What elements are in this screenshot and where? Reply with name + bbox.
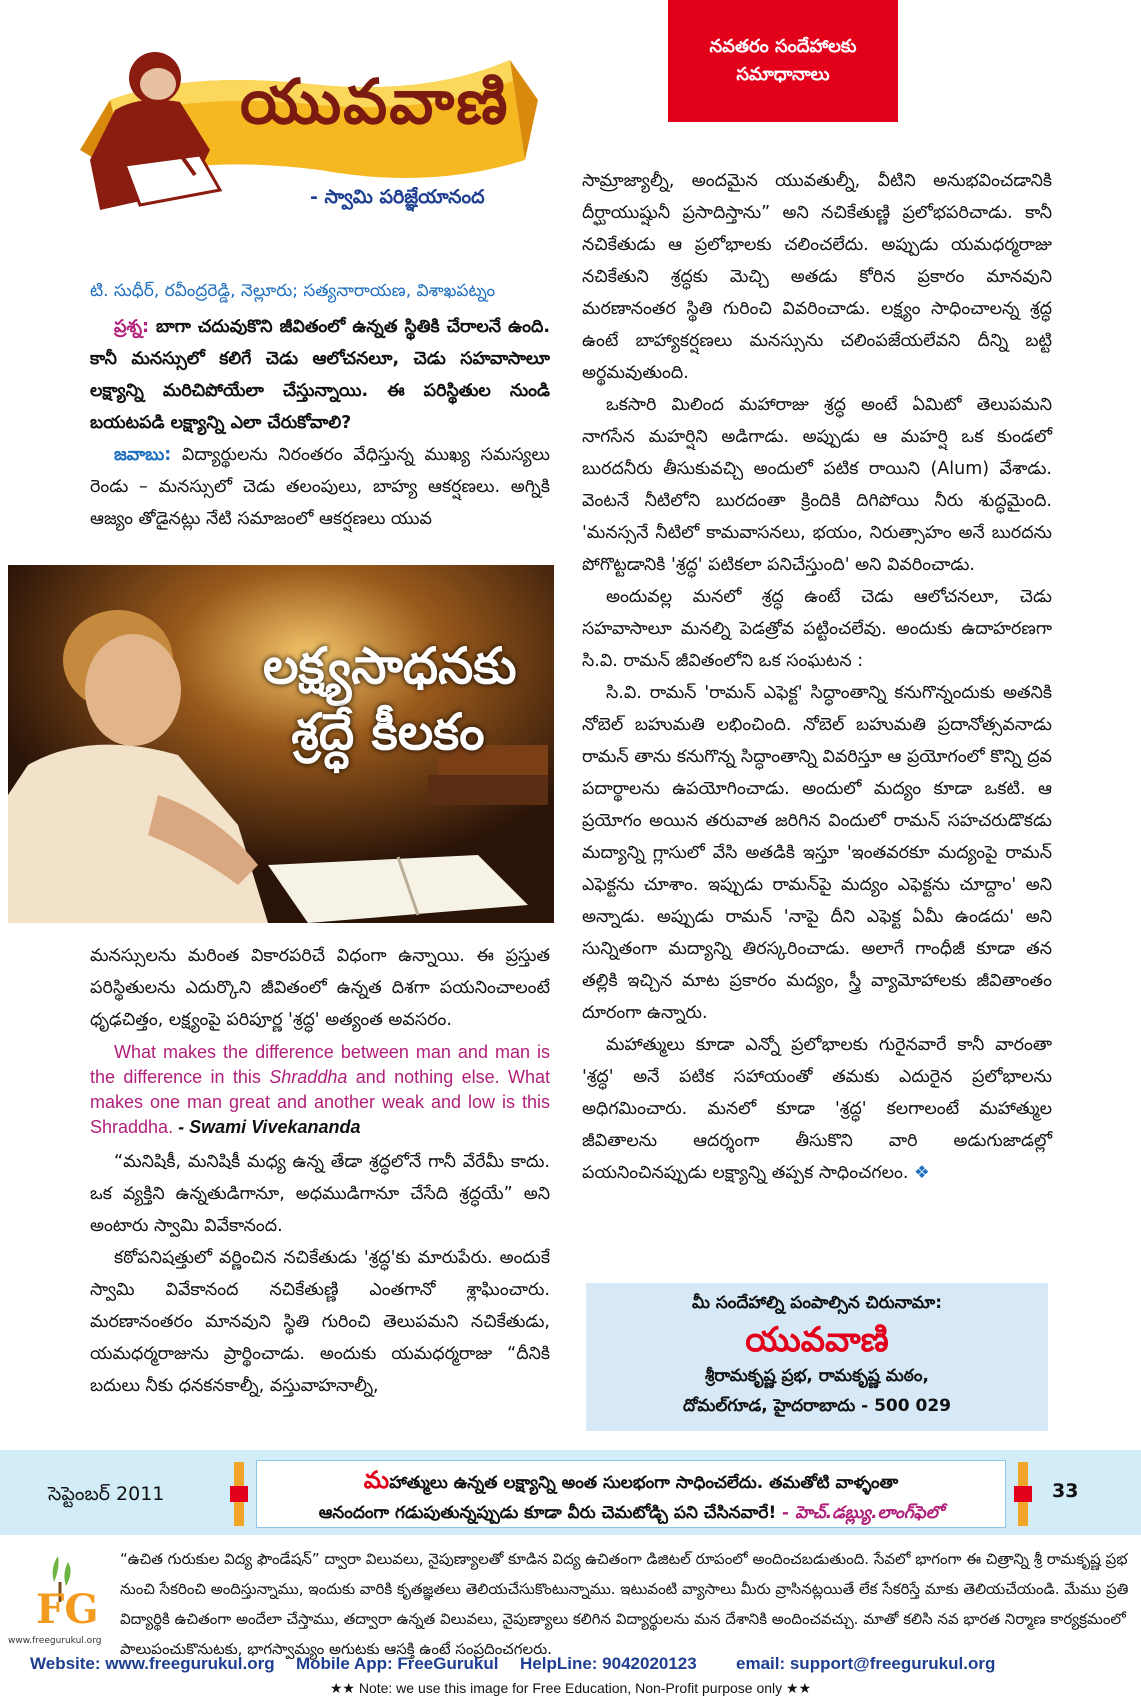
non-profit-note: ★★ Note: we use this image for Free Education, Non-Profit purpose only ★★ (329, 1680, 812, 1696)
website-link[interactable]: Website: www.freegurukul.org (30, 1654, 275, 1673)
continuation-paragraph: మనస్సులను మరింత వికారపరిచే విధంగా ఉన్నాయి. ఈ ప్రస్తుత పరిస్థితులను ఎదుర్కొని జీవితంలో ఉన్నత దిశగా పయనించాలంటే ధృఢచిత్తం, లక్ష్యంపై పరిపూర్ణ 'శ్రద్ధ' అత్యంత అవసరం. (90, 946, 550, 1030)
freegurukul-logo (8, 1548, 108, 1652)
logo-url: www.freegurukul.org (8, 1636, 102, 1646)
quote-line2: ఆనందంగా గడుపుతున్నప్పుడు కూడా వీరు చెమటోడ్చి పని చేసినవారే! (318, 1503, 777, 1523)
right-paragraph-5: మహాత్ములు కూడా ఎన్నో ప్రలోభాలకు గురైనవారే కానీ వారంతా 'శ్రద్ధ' అనే పటిక సహాయంతో తమకు ఎదురైన ప్రలోభాలను అధిగమించారు. మనలో కూడా 'శ్రద్ధ' కలగాలంటే మహాత్ముల జీవితాలను ఆదర్శంగా తీసుకొని వారి అడుగుజాడల్లో పయనించినప్పుడు లక్ష్యాన్ని తప్పక సాధించగలం. (582, 1035, 1052, 1183)
mobile-app-link[interactable]: Mobile App: FreeGurukul (296, 1654, 499, 1673)
address-line2: దోమల్‌గూడ, హైదరాబాదు - 500 029 (682, 1396, 951, 1416)
logo-title: యువవాణి (240, 65, 510, 138)
left-column-top (90, 275, 550, 535)
email-link[interactable]: email: support@freegurukul.org (736, 1654, 996, 1673)
left-column-bottom (90, 940, 550, 1402)
quote-first-letter: మ (363, 1466, 390, 1494)
ornament-left-icon (226, 1462, 252, 1526)
quote-part2: and nothing else. What makes one man great and another weak and low is this Shraddha. (90, 1067, 550, 1137)
quote-line1: హాత్ములు ఉన్నత లక్ష్యాన్ని అంత సులభంగా సాధించలేదు. తమతోటి వాళ్ళంతా (389, 1473, 899, 1493)
tagline-box (668, 0, 898, 122)
question-text: బాగా చదువుకొని జీవితంలో ఉన్నత స్థితికి చేరాలనే ఉంది. కానీ మనస్సులో కలిగే చెడు ఆలోచనలూ, చెడు సహవాసాలూ లక్ష్యాన్ని మరిచిపోయేలా చేస్తున్నాయి. ఈ పరిస్థితుల నుండి బయటపడి లక్ష్యాన్ని ఎలా చేరుకోవాలి? (90, 317, 551, 433)
address-line1: శ్రీరామకృష్ణ ప్రభ, రామకృష్ణ మఠం, (705, 1366, 929, 1386)
vivekananda-quote (90, 1040, 550, 1140)
right-paragraph-4: సి.వి. రామన్ 'రామన్ ఎఫెక్ట' సిద్ధాంతాన్ని కనుగొన్నందుకు అతనికి నోబెల్ బహుమతి లభించింది. నోబెల్ బహుమతి ప్రదానోత్సవనాడు రామన్ తాను కనుగొన్న సిద్ధాంతాన్ని వివరిస్తూ ఆ ప్రయోగంలో కొన్ని ద్రవ పదార్థాలను ఉపయోగించాడు. అందులో మద్యం కూడా ఒకటి. ఆ ప్రయోగం అయిన తరువాత జరిగిన విందులో రామన్ సహచరుడొకడు మద్యాన్ని గ్లాసులో వేసి అతడికి ఇస్తూ 'ఇంతవరకూ మద్యంపై రామన్ ఎఫెక్టను చూశాం. ఇప్పుడు రామన్‌పై మద్యం ఎఫెక్టను చూద్దాం' అని అన్నాడు. అప్పుడు రామన్ 'నాపై దీని ఎఫెక్ట ఏమీ ఉండదు' అని సున్నితంగా మద్యాన్ని తిరస్కరించాడు. అలాగే గాంధీజీ కూడా తన తల్లికి ఇచ్చిన మాట ప్రకారం మద్యం, స్త్రీ వ్యామోహాలకు జీవితాంతం దూరంగా ఉన్నారు. (582, 683, 1052, 1023)
quote-telugu-paragraph: “మనిషికీ, మనిషికీ మధ్య ఉన్న తేడా శ్రద్ధలోనే గానీ వేరేమీ కాదు. ఒక వ్యక్తిని ఉన్నతుడిగానూ, అధముడిగానూ చేసేది శ్రద్ధయే” అని అంటారు స్వామి వివేకానంద. (90, 1152, 550, 1236)
answer-text: విద్యార్థులను నిరంతరం వేధిస్తున్న ముఖ్య సమస్యలు రెండు – మనస్సులో చెడు తలంపులు, బాహ్య ఆకర్షణలు. అగ్నికి ఆజ్యం తోడైనట్లు నేటి సమాజంలో ఆకర్షణలు యువ (90, 445, 550, 529)
right-paragraph-1: సామ్రాజ్యాల్నీ, అందమైన యువతుల్నీ, వీటిని అనుభవించడానికి దీర్ఘాయుష్షునీ ప్రసాదిస్తాను” అని నచికేతుణ్ణి ప్రలోభపరిచాడు. కానీ నచికేతుడు ఆ ప్రలోభాలకు చలించలేదు. అప్పుడు యమధర్మరాజు నచికేతుని శ్రద్ధకు మెచ్చి అతడు కోరిన ప్రకారం మానవుని మరణానంతర స్థితి గురించి వివరించాడు. లక్ష్యం సాధించాలన్న శ్రద్ధ ఉంటే బాహ్యాకర్షణలు మనస్సును చలింపజేయలేవని దీన్ని బట్టి అర్థమవుతుంది. (582, 171, 1052, 383)
helpline-number[interactable]: HelpLine: 9042020123 (520, 1654, 697, 1673)
photo-caption-line1: లక్ష్యసాధనకు (263, 637, 517, 695)
end-mark-icon: ❖ (914, 1163, 930, 1183)
right-column (582, 165, 1052, 1189)
logo-letters: FG (36, 1586, 99, 1633)
kathopanishad-paragraph: కఠోపనిషత్తులో వర్ణించిన నచికేతుడు 'శ్రద్ధ'కు మారుపేరు. అందుకే స్వామి వివేకానంద నచికేతుణ్ణి ఎంతగానో శ్లాఘించారు. మరణానంతరం మానవుని స్థితి గురించి తెలుపమని నచికేతుడు, యమధర్మరాజును ప్రార్థించాడు. అందుకు యమధర్మరాజు “దీనికి బదులు నీకు ధనకనకాల్నీ, వస్తువాహనాల్నీ, (90, 1248, 550, 1396)
address-heading: మీ సందేహాల్ని పంపాల్సిన చిరునామా: (691, 1293, 943, 1313)
longfellow-quote (256, 1460, 1006, 1528)
tagline-line2: సమాధానాలు (736, 64, 830, 85)
address-brand: యువవాణి (745, 1320, 889, 1360)
photo-caption-line2: శ్రద్ధే కీలకం (291, 703, 485, 761)
question-label: ప్రశ్న: (114, 317, 149, 337)
askers-line: టి. సుధీర్, రవీంద్రరెడ్డి, నెల్లూరు; సత్యనారాయణ, విశాఖపట్నం (90, 281, 496, 301)
address-box (586, 1283, 1048, 1431)
quote-part1: What makes the difference between man and man is the difference in this (90, 1042, 550, 1087)
foundation-notice: “ఉచిత గురుకుల విద్య ఫౌండేషన్” ద్వారా విలువలు, నైపుణ్యాలతో కూడిన విద్య ఉచితంగా డిజిటల్ రూపంలో అందించబడుతుంది. సేవలో భాగంగా ఈ చిత్రాన్ని శ్రీ రామకృష్ణ ప్రభ నుంచి సేకరించి అందిస్తున్నాము, ఇందుకు వారికి కృతజ్ఞతలు తెలియచేసుకొంటున్నాము. ఇటువంటి వ్యాసాలు మీరు వ్రాసినట్లయితే లేక సేకరిస్తే మాకు తెలియచేయండి. మేము ప్రతి విద్యార్థికి ఉచితంగా అందేలా చేస్తాము, తద్వారా ఉన్నత విలువలు, నైపుణ్యాలు కలిగిన విద్యార్థులను మన దేశానికి అందించవచ్చు. మాతో కలిసి నవ భారత నిర్మాణ కార్యక్రమంలో పాలుపంచుకొనుటకు, భాగస్వామ్యం అగుటకు ఆసక్తి ఉంటే సంప్రదించగలరు. (120, 1550, 1129, 1658)
issue-date: సెప్టెంబర్ 2011 (48, 1483, 165, 1505)
quote-author: - Swami Vivekananda (173, 1117, 361, 1137)
student-photo (8, 565, 554, 923)
right-paragraph-3: అందువల్ల మనలో శ్రద్ధ ఉంటే చెడు ఆలోచనలూ, చెడు సహవాసాలూ మనల్ని పెడత్రోవ పట్టించలేవు. అందుకు ఉదాహరణగా సి.వి. రామన్ జీవితంలోని ఒక సంఘటన : (582, 587, 1052, 671)
ornament-right-icon (1010, 1462, 1036, 1526)
tagline-line1: నవతరం సందేహాలకు (709, 36, 857, 57)
author-byline: - స్వామి పరిజ్ఞేయానంద (310, 186, 485, 208)
quote-attribution: - హెచ్.డబ్ల్యు.లాంగ్‌ఫెలో (776, 1503, 944, 1523)
page-number: 33 (1052, 1480, 1079, 1502)
quote-italic-word: Shraddha (269, 1067, 348, 1087)
right-paragraph-2: ఒకసారి మిలింద మహారాజు శ్రద్ధ అంటే ఏమిటో తెలుపమని నాగసేన మహర్షిని అడిగాడు. అప్పుడు ఆ మహర్షి ఒక కుండలో బురదనీరు తీసుకువచ్చి అందులో పటిక రాయిని (Alum) వేశాడు. వెంటనే నీటిలోని బురదంతా క్రిందికి దిగిపోయి నీరు శుద్ధమైంది. 'మనస్సనే నీటిలో కామవాసనలు, భయం, నిరుత్సాహం అనే బురదను పోగొట్టడానికి 'శ్రద్ధ' పటికలా పనిచేస్తుంది' అని వివరించాడు. (582, 395, 1052, 575)
answer-label: జవాబు: (114, 445, 172, 465)
